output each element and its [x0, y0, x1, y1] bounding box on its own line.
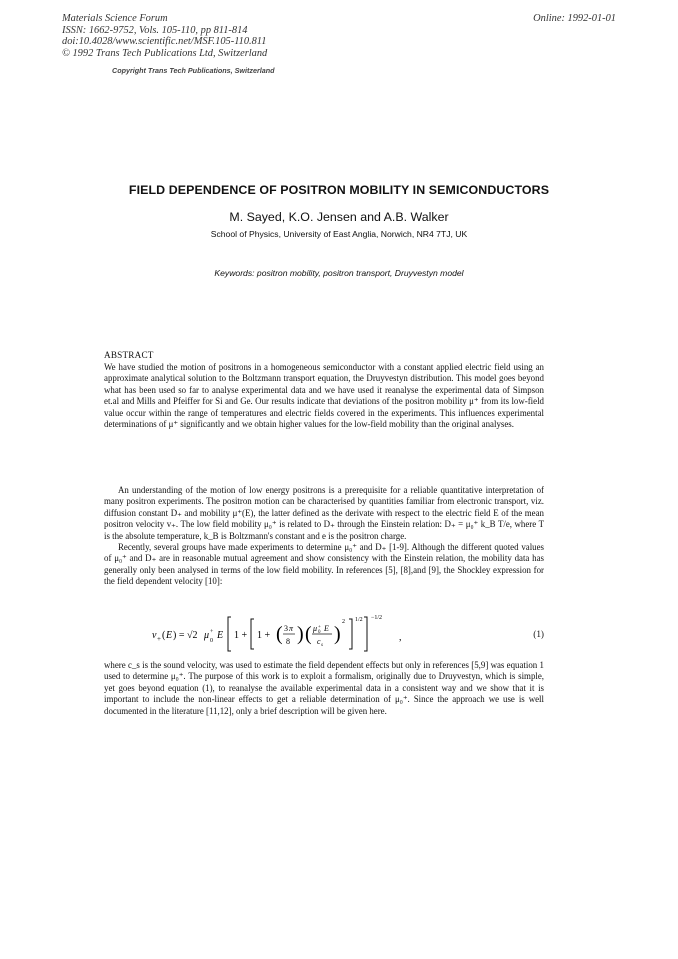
- svg-text:) = √2: ) = √2: [173, 630, 198, 641]
- svg-text:1/2: 1/2: [355, 617, 363, 623]
- svg-text:π: π: [289, 624, 294, 633]
- svg-text:3: 3: [284, 624, 288, 633]
- abstract-paragraph: We have studied the motion of positrons in a homogeneous semiconductor with a constant applied electric field using an approximate analytical solution to the Boltzmann transport equation, the Druyvestyn distribution. This model goes beyond what has been used so far to analyse experimental data and we have used it reanalyse the experimental data of Simpson et.al and Mills and Pfeiffer for Si and Ge. Our results indicate that deviations of the positron mobility μ⁺ from its low-field value occur within the range of temperatures and electric fields covered in the experiments. This influences experimental determinations of μ⁺ significantly and we obtain higher values for the low-field mobility than the original analyses.: [104, 362, 544, 430]
- copyright-line: © 1992 Trans Tech Publications Ltd, Switzerland: [62, 47, 268, 59]
- shockley-equation: [152, 614, 472, 654]
- svg-text:c: c: [317, 637, 321, 646]
- svg-text:): ): [297, 623, 304, 645]
- svg-text:−1/2: −1/2: [371, 615, 383, 621]
- svg-text:+: +: [318, 625, 321, 630]
- svg-text:(: (: [162, 630, 166, 641]
- svg-text:s: s: [321, 643, 323, 648]
- svg-text:E: E: [166, 630, 173, 641]
- svg-text:0: 0: [318, 630, 321, 635]
- svg-text:,: ,: [399, 632, 402, 643]
- journal-name: Materials Science Forum: [62, 13, 168, 24]
- svg-text:+: +: [210, 629, 214, 635]
- svg-text:+: +: [157, 635, 161, 643]
- doi-line: doi:10.4028/www.scientific.net/MSF.105-110.811: [62, 36, 267, 48]
- svg-text:(: (: [305, 623, 312, 645]
- body-paragraph-2: Recently, several groups have made experiments to determine μ₀⁺ and D₊ [1-9]. Although the different quoted values of μ₀⁺ and D₊ are in reasonable mutual agreement and show consistency with the Einstein relation, the mobility data has generally only been analysed in terms of the low field mobility. In references [5], [8],and [9], the Shockley expression for the field dependent velocity [10]:: [104, 542, 544, 587]
- paper-authors: M. Sayed, K.O. Jensen and A.B. Walker: [229, 210, 449, 224]
- svg-text:): ): [334, 623, 341, 645]
- publication-info: [62, 13, 267, 59]
- svg-text:2: 2: [342, 619, 345, 625]
- paper-keywords: Keywords: positron mobility, positron transport, Druyvestyn model: [214, 268, 464, 278]
- svg-text:1 +: 1 +: [234, 630, 248, 641]
- svg-text:1 +: 1 +: [257, 630, 271, 641]
- svg-text:μ: μ: [204, 630, 210, 641]
- equation-1: [152, 614, 544, 654]
- svg-text:μ: μ: [313, 624, 318, 633]
- body-continuation: [104, 660, 544, 717]
- svg-text:0: 0: [210, 638, 213, 644]
- svg-text:8: 8: [286, 637, 290, 646]
- abstract-text: [104, 362, 544, 430]
- svg-text:E: E: [324, 624, 329, 633]
- author-affiliation: School of Physics, University of East Anglia, Norwich, NR4 7TJ, UK: [210, 229, 468, 239]
- equation-number: (1): [533, 629, 544, 639]
- issn-line: ISSN: 1662-9752, Vols. 105-110, pp 811-814: [62, 24, 248, 36]
- online-date: Online: 1992-01-01: [533, 13, 616, 24]
- svg-text:E: E: [217, 630, 224, 641]
- abstract-heading: ABSTRACT: [104, 350, 154, 360]
- body-paragraph-1: An understanding of the motion of low energy positrons is a prerequisite for a reliable quantitative interpretation of many positron experiments. The positron motion can be characterised by quantities familiar from electronic transport, viz. diffusion constant D₊ and mobility μ⁺(E), the latter defined as the derivate with respect to the electric field E of the mean positron velocity v₊. The low field mobility μ₀⁺ is related to D₊ through the Einstein relation: D₊ = μ₀⁺ k_B T/e, where T is the absolute temperature, k_B is Boltzmann's constant and e is the positron charge.: [104, 485, 544, 541]
- svg-text:v: v: [152, 630, 157, 641]
- body-paragraph-3: where c_s is the sound velocity, was used to estimate the field dependent effects but only in references [5,9] was equation 1 used to determine μ₀⁺. The purpose of this work is to exploit a formalism, originally due to Druyvestyn, which is simple, yet goes beyond equation (1), to reanalyse the available experimental data in a consistent way and we show that it is important to include the non-linear effects to get a reliable determination of μ₀⁺. Since the approach we use is well documented in the literature [11,12], only a brief description will be given here.: [104, 660, 544, 716]
- copyright-stamp: Copyright Trans Tech Publications, Switzerland: [112, 66, 275, 75]
- svg-text:(: (: [276, 623, 283, 645]
- introduction: [104, 485, 544, 588]
- paper-title: FIELD DEPENDENCE OF POSITRON MOBILITY IN SEMICONDUCTORS: [128, 183, 550, 197]
